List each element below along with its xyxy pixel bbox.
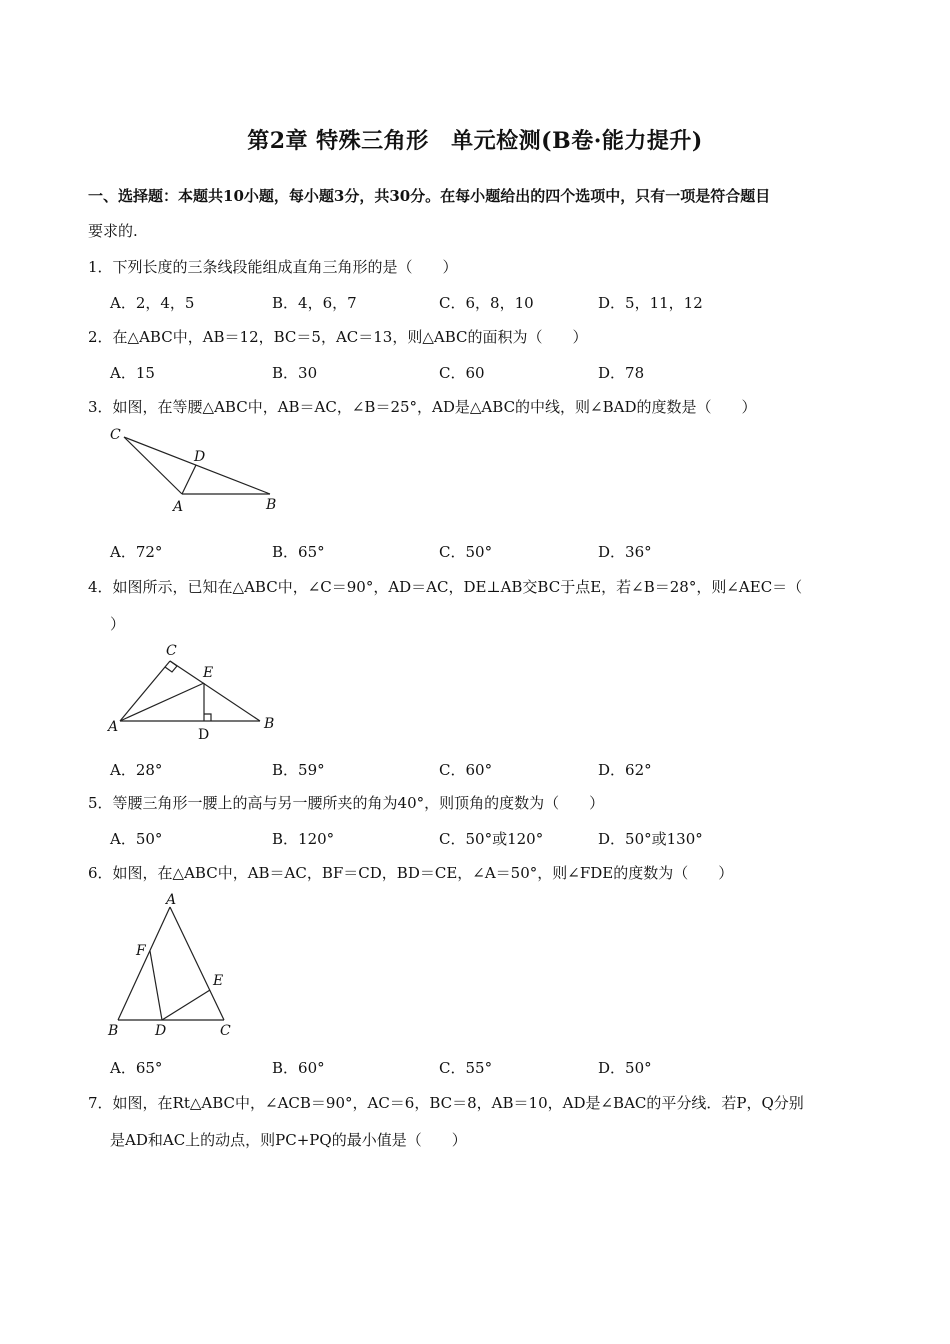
segment-ac xyxy=(170,907,224,1020)
label-b: B xyxy=(264,716,275,732)
segment-de xyxy=(162,990,210,1020)
option-b: B．60° xyxy=(272,1059,325,1077)
option-d: D．50°或130° xyxy=(598,830,703,848)
right-angle-mark-d xyxy=(204,714,211,721)
option-a: A．50° xyxy=(110,830,163,848)
option-a: A．2，4，5 xyxy=(110,294,195,312)
segment-ae xyxy=(120,683,204,721)
segment-cb xyxy=(170,661,260,721)
option-c: C．50° xyxy=(439,543,493,561)
question-4-options xyxy=(110,759,870,781)
question-4-stem-line2: ） xyxy=(110,615,126,633)
option-c: C．60° xyxy=(439,761,493,779)
question-2-options xyxy=(110,362,870,384)
label-a: A xyxy=(173,499,184,515)
label-f: F xyxy=(136,943,146,959)
question-6-options xyxy=(110,1057,870,1079)
question-4-figure xyxy=(100,640,290,744)
section-heading-line1: 一、选择题：本题共10小题，每小题3分，共30分。在每小题给出的四个选项中，只有一项是符合题目 xyxy=(88,187,771,205)
option-a: A．65° xyxy=(110,1059,163,1077)
segment-ad xyxy=(182,465,196,494)
option-a: A．72° xyxy=(110,543,163,561)
right-angle-mark-c xyxy=(165,661,177,672)
option-b: B．30 xyxy=(272,364,318,382)
question-1-stem: 1．下列长度的三条线段能组成直角三角形的是（ ） xyxy=(88,258,458,276)
label-c: C xyxy=(220,1023,231,1039)
question-5-options xyxy=(110,828,870,850)
option-c: C．60 xyxy=(439,364,485,382)
option-c: C．6，8，10 xyxy=(439,294,534,312)
option-c: C．50°或120° xyxy=(439,830,544,848)
label-d: D xyxy=(194,449,206,465)
question-3-stem: 3．如图，在等腰△ABC中，AB＝AC，∠B＝25°，AD是△ABC的中线，则∠BAD的度数是（ ） xyxy=(88,398,757,416)
segment-ab xyxy=(118,907,170,1020)
option-d: D．62° xyxy=(598,761,652,779)
label-b: B xyxy=(108,1023,119,1039)
label-a: A xyxy=(108,719,119,735)
option-a: A．28° xyxy=(110,761,163,779)
option-b: B．4，6，7 xyxy=(272,294,357,312)
segment-ac xyxy=(120,661,170,721)
label-d: D xyxy=(155,1023,167,1039)
question-7-stem-line2: 是AD和AC上的动点，则PC+PQ的最小值是（ ） xyxy=(110,1131,467,1149)
label-e: E xyxy=(203,665,214,681)
segment-fd xyxy=(150,951,162,1020)
question-6-stem: 6．如图，在△ABC中，AB＝AC，BF＝CD，BD＝CE，∠A＝50°，则∠FDE的度数为（ ） xyxy=(88,864,734,882)
segment-ca xyxy=(124,437,182,494)
option-d: D．36° xyxy=(598,543,652,561)
page-title: 第2章 特殊三角形 单元检测(B卷·能力提升) xyxy=(247,128,703,154)
question-7-stem-line1: 7．如图，在Rt△ABC中，∠ACB＝90°，AC＝6，BC＝8，AB＝10，AD是∠BAC的平分线．若P，Q分别 xyxy=(88,1094,804,1112)
option-b: B．120° xyxy=(272,830,335,848)
question-4-stem-line1: 4．如图所示，已知在△ABC中，∠C＝90°，AD＝AC，DE⊥AB交BC于点E，若∠B＝28°，则∠AEC＝（ xyxy=(88,578,803,596)
question-1-options xyxy=(110,292,870,314)
option-d: D．5，11，12 xyxy=(598,294,703,312)
question-5-stem: 5．等腰三角形一腰上的高与另一腰所夹的角为40°，则顶角的度数为（ ） xyxy=(88,794,605,812)
option-d: D．50° xyxy=(598,1059,652,1077)
option-b: B．65° xyxy=(272,543,325,561)
question-6-figure xyxy=(102,889,242,1041)
label-c: C xyxy=(110,427,121,443)
option-a: A．15 xyxy=(110,364,155,382)
question-3-options xyxy=(110,541,870,563)
option-d: D．78 xyxy=(598,364,645,382)
segment-cb xyxy=(124,437,270,494)
option-b: B．59° xyxy=(272,761,325,779)
option-c: C．55° xyxy=(439,1059,493,1077)
question-2-stem: 2．在△ABC中，AB＝12，BC＝5，AC＝13，则△ABC的面积为（ ） xyxy=(88,328,588,346)
label-d: D xyxy=(198,727,210,743)
label-e: E xyxy=(213,973,224,989)
label-a: A xyxy=(166,892,177,908)
label-b: B xyxy=(266,497,277,513)
label-c: C xyxy=(166,643,177,659)
question-3-figure xyxy=(104,424,294,516)
section-heading-line2: 要求的. xyxy=(88,222,138,240)
